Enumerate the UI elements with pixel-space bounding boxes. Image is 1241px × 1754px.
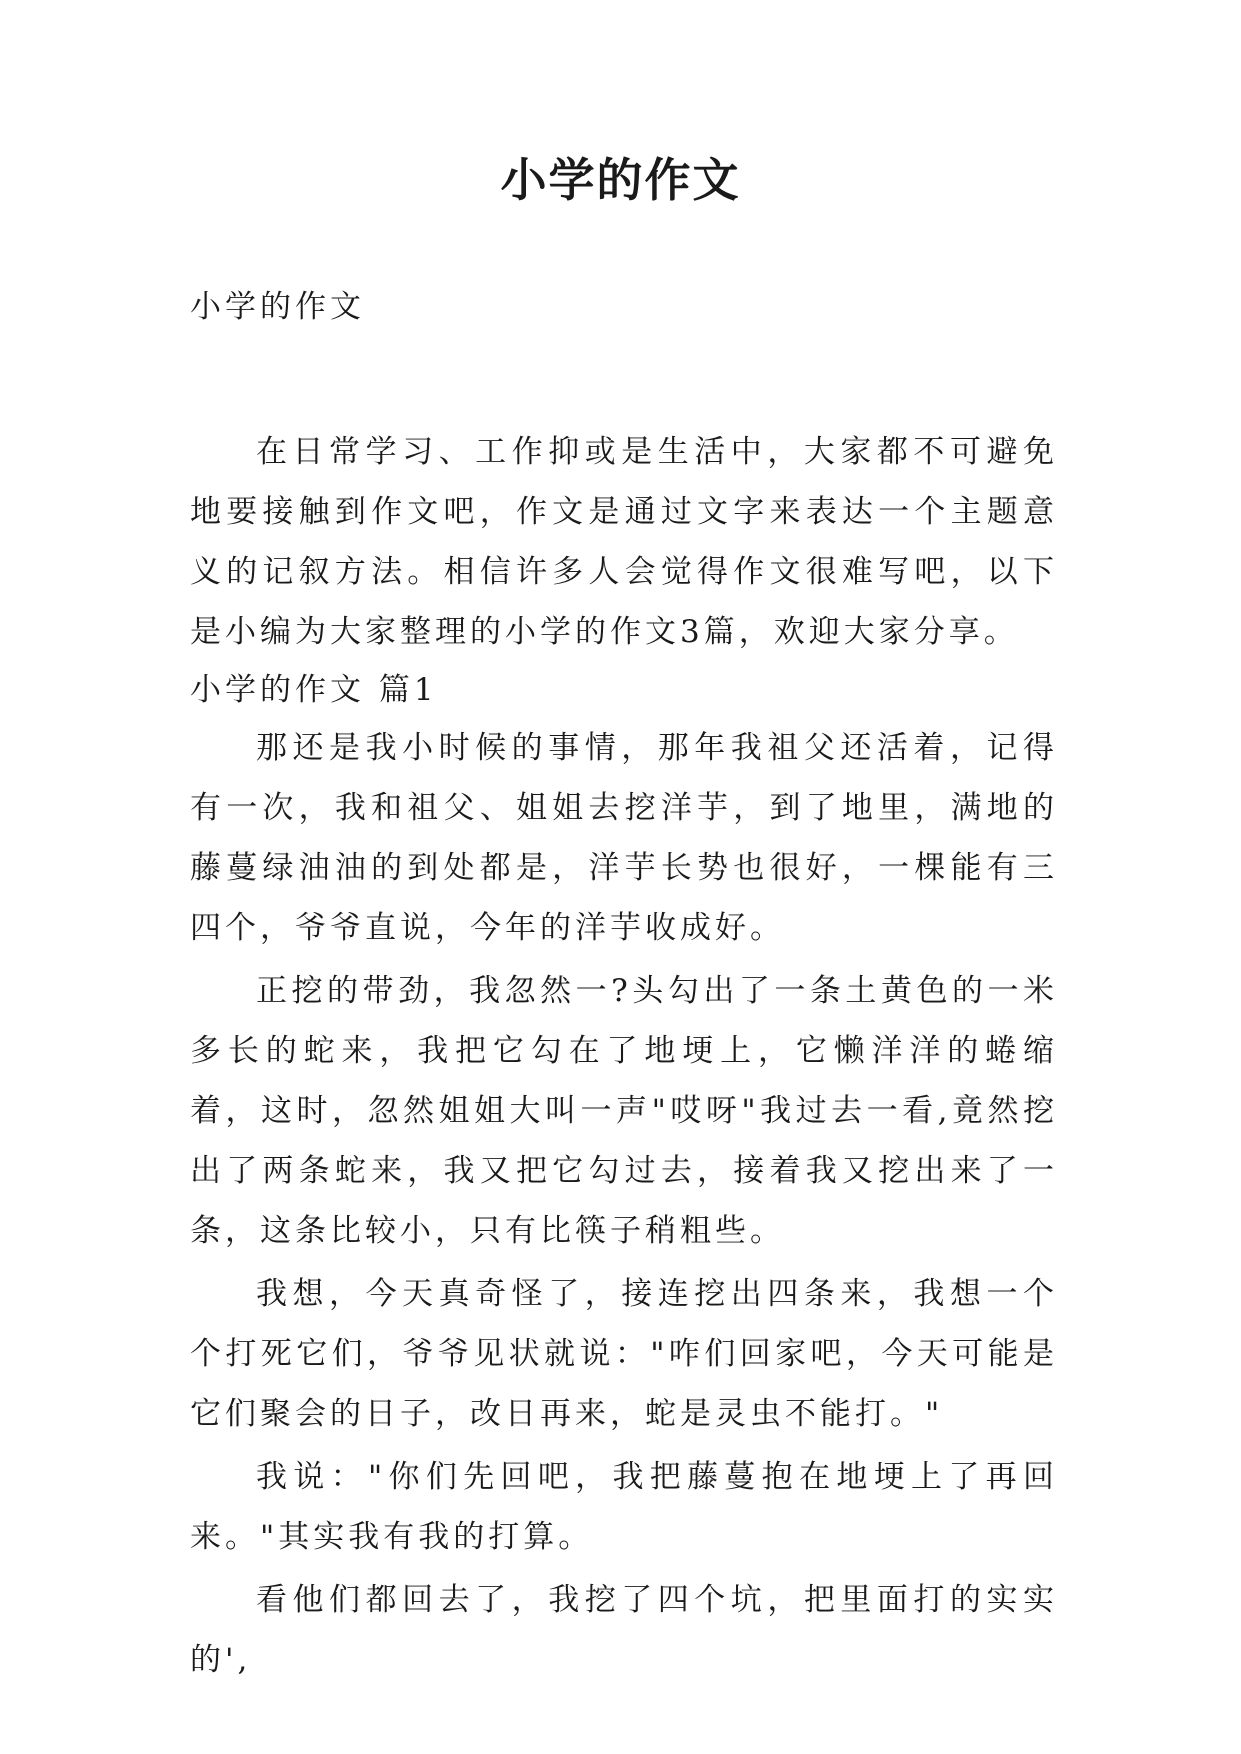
document-subtitle: 小学的作文 [190,289,365,325]
spacer [190,342,1058,422]
body-paragraph: 我说："你们先回吧，我把藤蔓抱在地埂上了再回来。"其实我有我的打算。 [190,1459,1058,1555]
section-heading: 小学的作文 篇1 [190,672,438,708]
body-paragraph: 那还是我小时候的事情，那年我祖父还活着，记得有一次，我和祖父、姐姐去挖洋芋，到了地里，满地的藤蔓绿油油的到处都是，洋芋长势也很好，一棵能有三四个，爷爷直说，今年的洋芋收成好。 [190,730,1058,946]
body-paragraph: 看他们都回去了，我挖了四个坑，把里面打的实实的', [190,1582,1058,1678]
body-paragraph: 我想，今天真奇怪了，接连挖出四条来，我想一个个打死它们，爷爷见状就说："咋们回家吧，今天可能是它们聚会的日子，改日再来，蛇是灵虫不能打。" [190,1276,1058,1432]
body-paragraph: 正挖的带劲，我忽然一?头勾出了一条土黄色的一米多长的蛇来，我把它勾在了地埂上，它懒洋洋的蜷缩着，这时，忽然姐姐大叫一声"哎呀"我过去一看,竟然挖出了两条蛇来，我又把它勾过去，接着我又挖出来了一条，这条比较小，只有比筷子稍粗些。 [190,973,1058,1249]
intro-paragraph: 在日常学习、工作抑或是生活中，大家都不可避免地要接触到作文吧，作文是通过文字来表达一个主题意义的记叙方法。相信许多人会觉得作文很难写吧，以下是小编为大家整理的小学的作文3篇，欢迎大家分享。 [190,434,1058,650]
document-title: 小学的作文 [500,153,741,207]
document-body [190,280,1058,1690]
